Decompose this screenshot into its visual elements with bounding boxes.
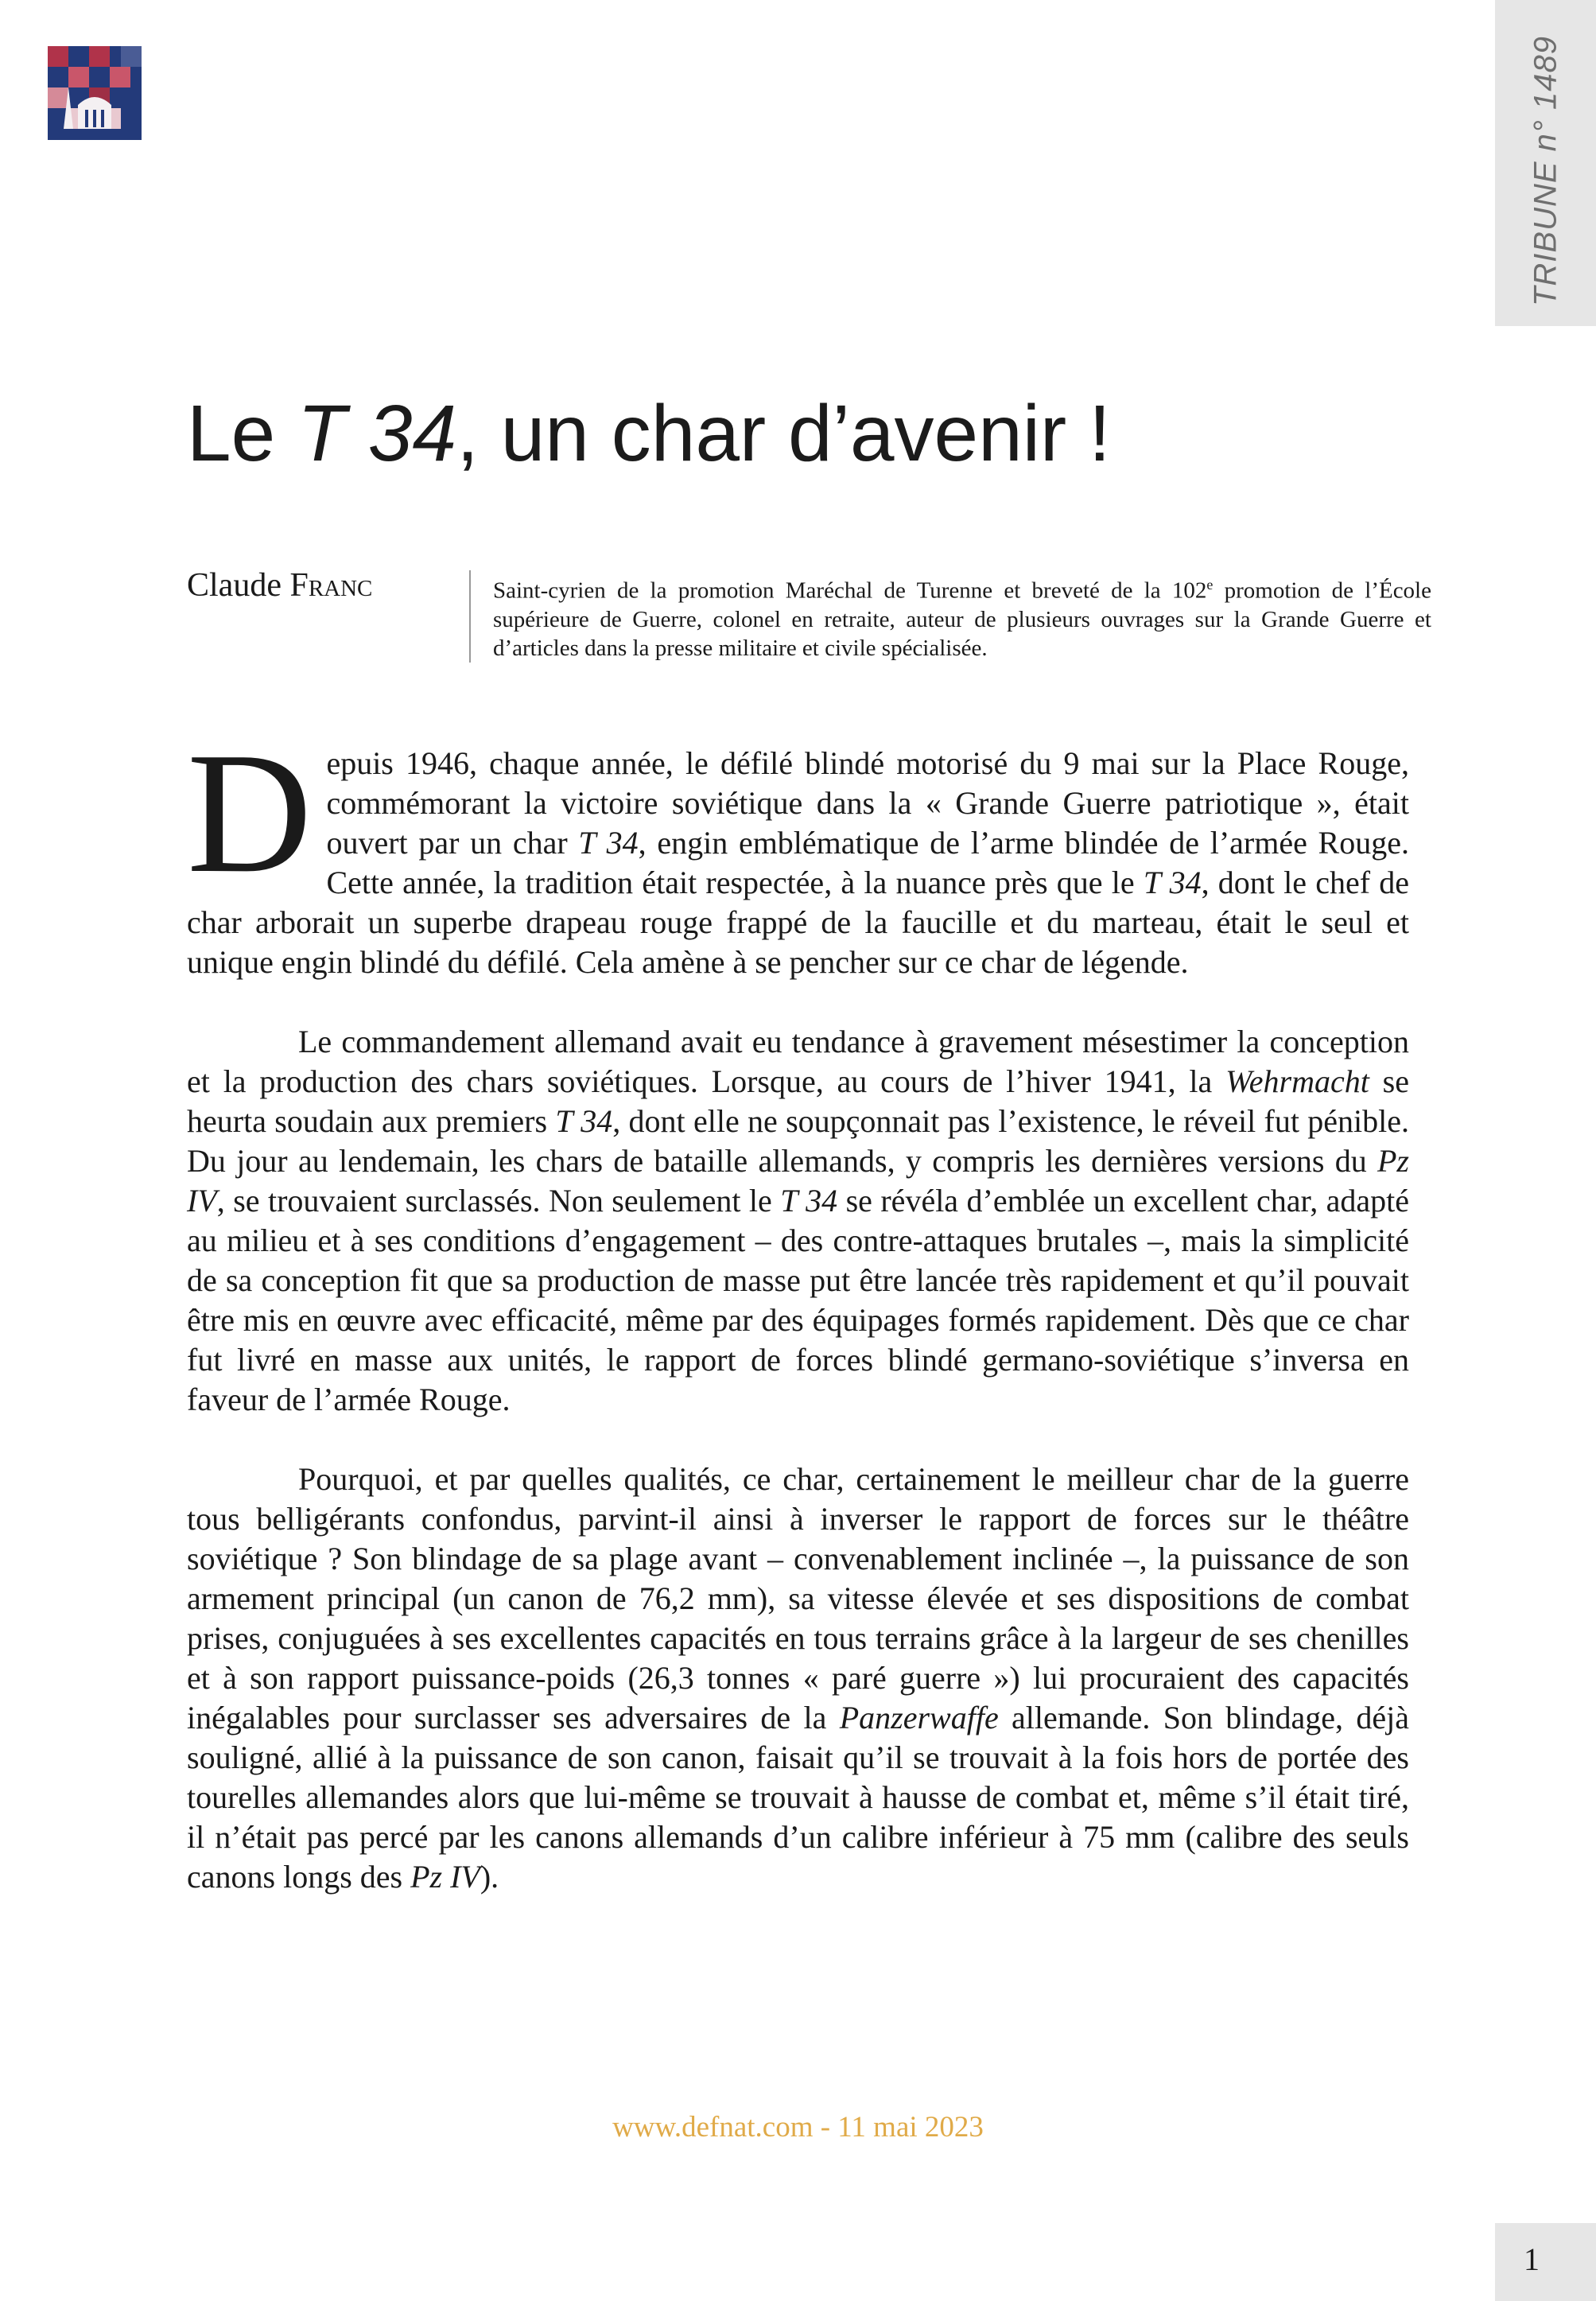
page-number-tab [1495, 2223, 1596, 2301]
footer-link[interactable]: www.defnat.com - 11 mai 2023 [612, 2111, 984, 2144]
paragraph-1: Depuis 1946, chaque année, le défilé blindé motorisé du 9 mai sur la Place Rouge, commémorant la victoire soviétique dans la « Grande Guerre patriotique », était ouvert par un char T 34, engin emblématique de l’arme blindée de l’armée Rouge. Cette année, la tradition était respectée, à la nuance près que le T 34, dont le chef de char arborait un superbe drapeau rouge frappé de la faucille et du marteau, était le seul et unique engin blindé du défilé. Cela amène à se pencher sur ce char de légende. [187, 717, 1410, 980]
page-number: 1 [1524, 2241, 1540, 2277]
author-name: Claude Franc [187, 567, 373, 604]
article-body [187, 717, 1410, 1937]
defense-nationale-logo [48, 46, 142, 140]
paragraph-3: Pourquoi, et par quelles qualités, ce char, certainement le meilleur char de la guerre tous belligérants confondus, parvint-il ainsi à inverser le rapport de forces sur le théâtre soviétique ? Son blindage de sa plage avant – convenablement inclinée –, la puissance de son armement principal (un canon de 76,2 mm), sa vitesse élevée et ses dispositions de combat prises, conjuguées à ses excellentes capacités en tous terrains grâce à la largeur de ses chenilles et à son rapport puissance-poids (26,3 tonnes « paré guerre ») lui procuraient des capacités inégalables pour surclasser ses adversaires de la Panzerwaffe allemande. Son blindage, déjà souligné, allié à la puissance de son canon, faisait qu’il se trouvait à la fois hors de portée des tourelles allemandes alors que lui-même se trouvait à hausse de combat et, même s’il était tiré, il n’était pas percé par les canons allemands d’un calibre inférieur à 75 mm (calibre des seuls canons longs des Pz IV). [187, 1461, 1409, 1895]
article-title: Le T 34, un char d’avenir ! [187, 389, 1111, 478]
tribune-number-tab [1495, 0, 1596, 326]
tribune-label: TRIBUNE n° 1489 [1528, 35, 1563, 307]
dropcap: D [187, 717, 313, 909]
author-bio: Saint-cyrien de la promotion Maréchal de Turenne et breveté de la 102e promotion de l’École supérieure de Guerre, colonel en retraite, auteur de plusieurs ouvrages sur la Grande Guerre et d’articles dans la presse militaire et civile spécialisée. [469, 570, 1431, 663]
paragraph-2: Le commandement allemand avait eu tendance à gravement mésestimer la conception et la production des chars soviétiques. Lorsque, au cours de l’hiver 1941, la Wehrmacht se heurta soudain aux premiers T 34, dont elle ne soupçonnait pas l’existence, le réveil fut pénible. Du jour au lendemain, les chars de bataille allemands, y compris les dernières versions du Pz IV, se trouvaient surclassés. Non seulement le T 34 se révéla d’emblée un excellent char, adapté au milieu et à ses conditions d’engagement – des contre-attaques brutales –, mais la simplicité de sa conception fit que sa production de masse put être lancée très rapidement et qu’il pouvait être mis en œuvre avec efficacité, même par des équipages formés rapidement. Dès que ce char fut livré en masse aux unités, le rapport de forces blindé germano-soviétique s’inversa en faveur de l’armée Rouge. [187, 1024, 1410, 1417]
